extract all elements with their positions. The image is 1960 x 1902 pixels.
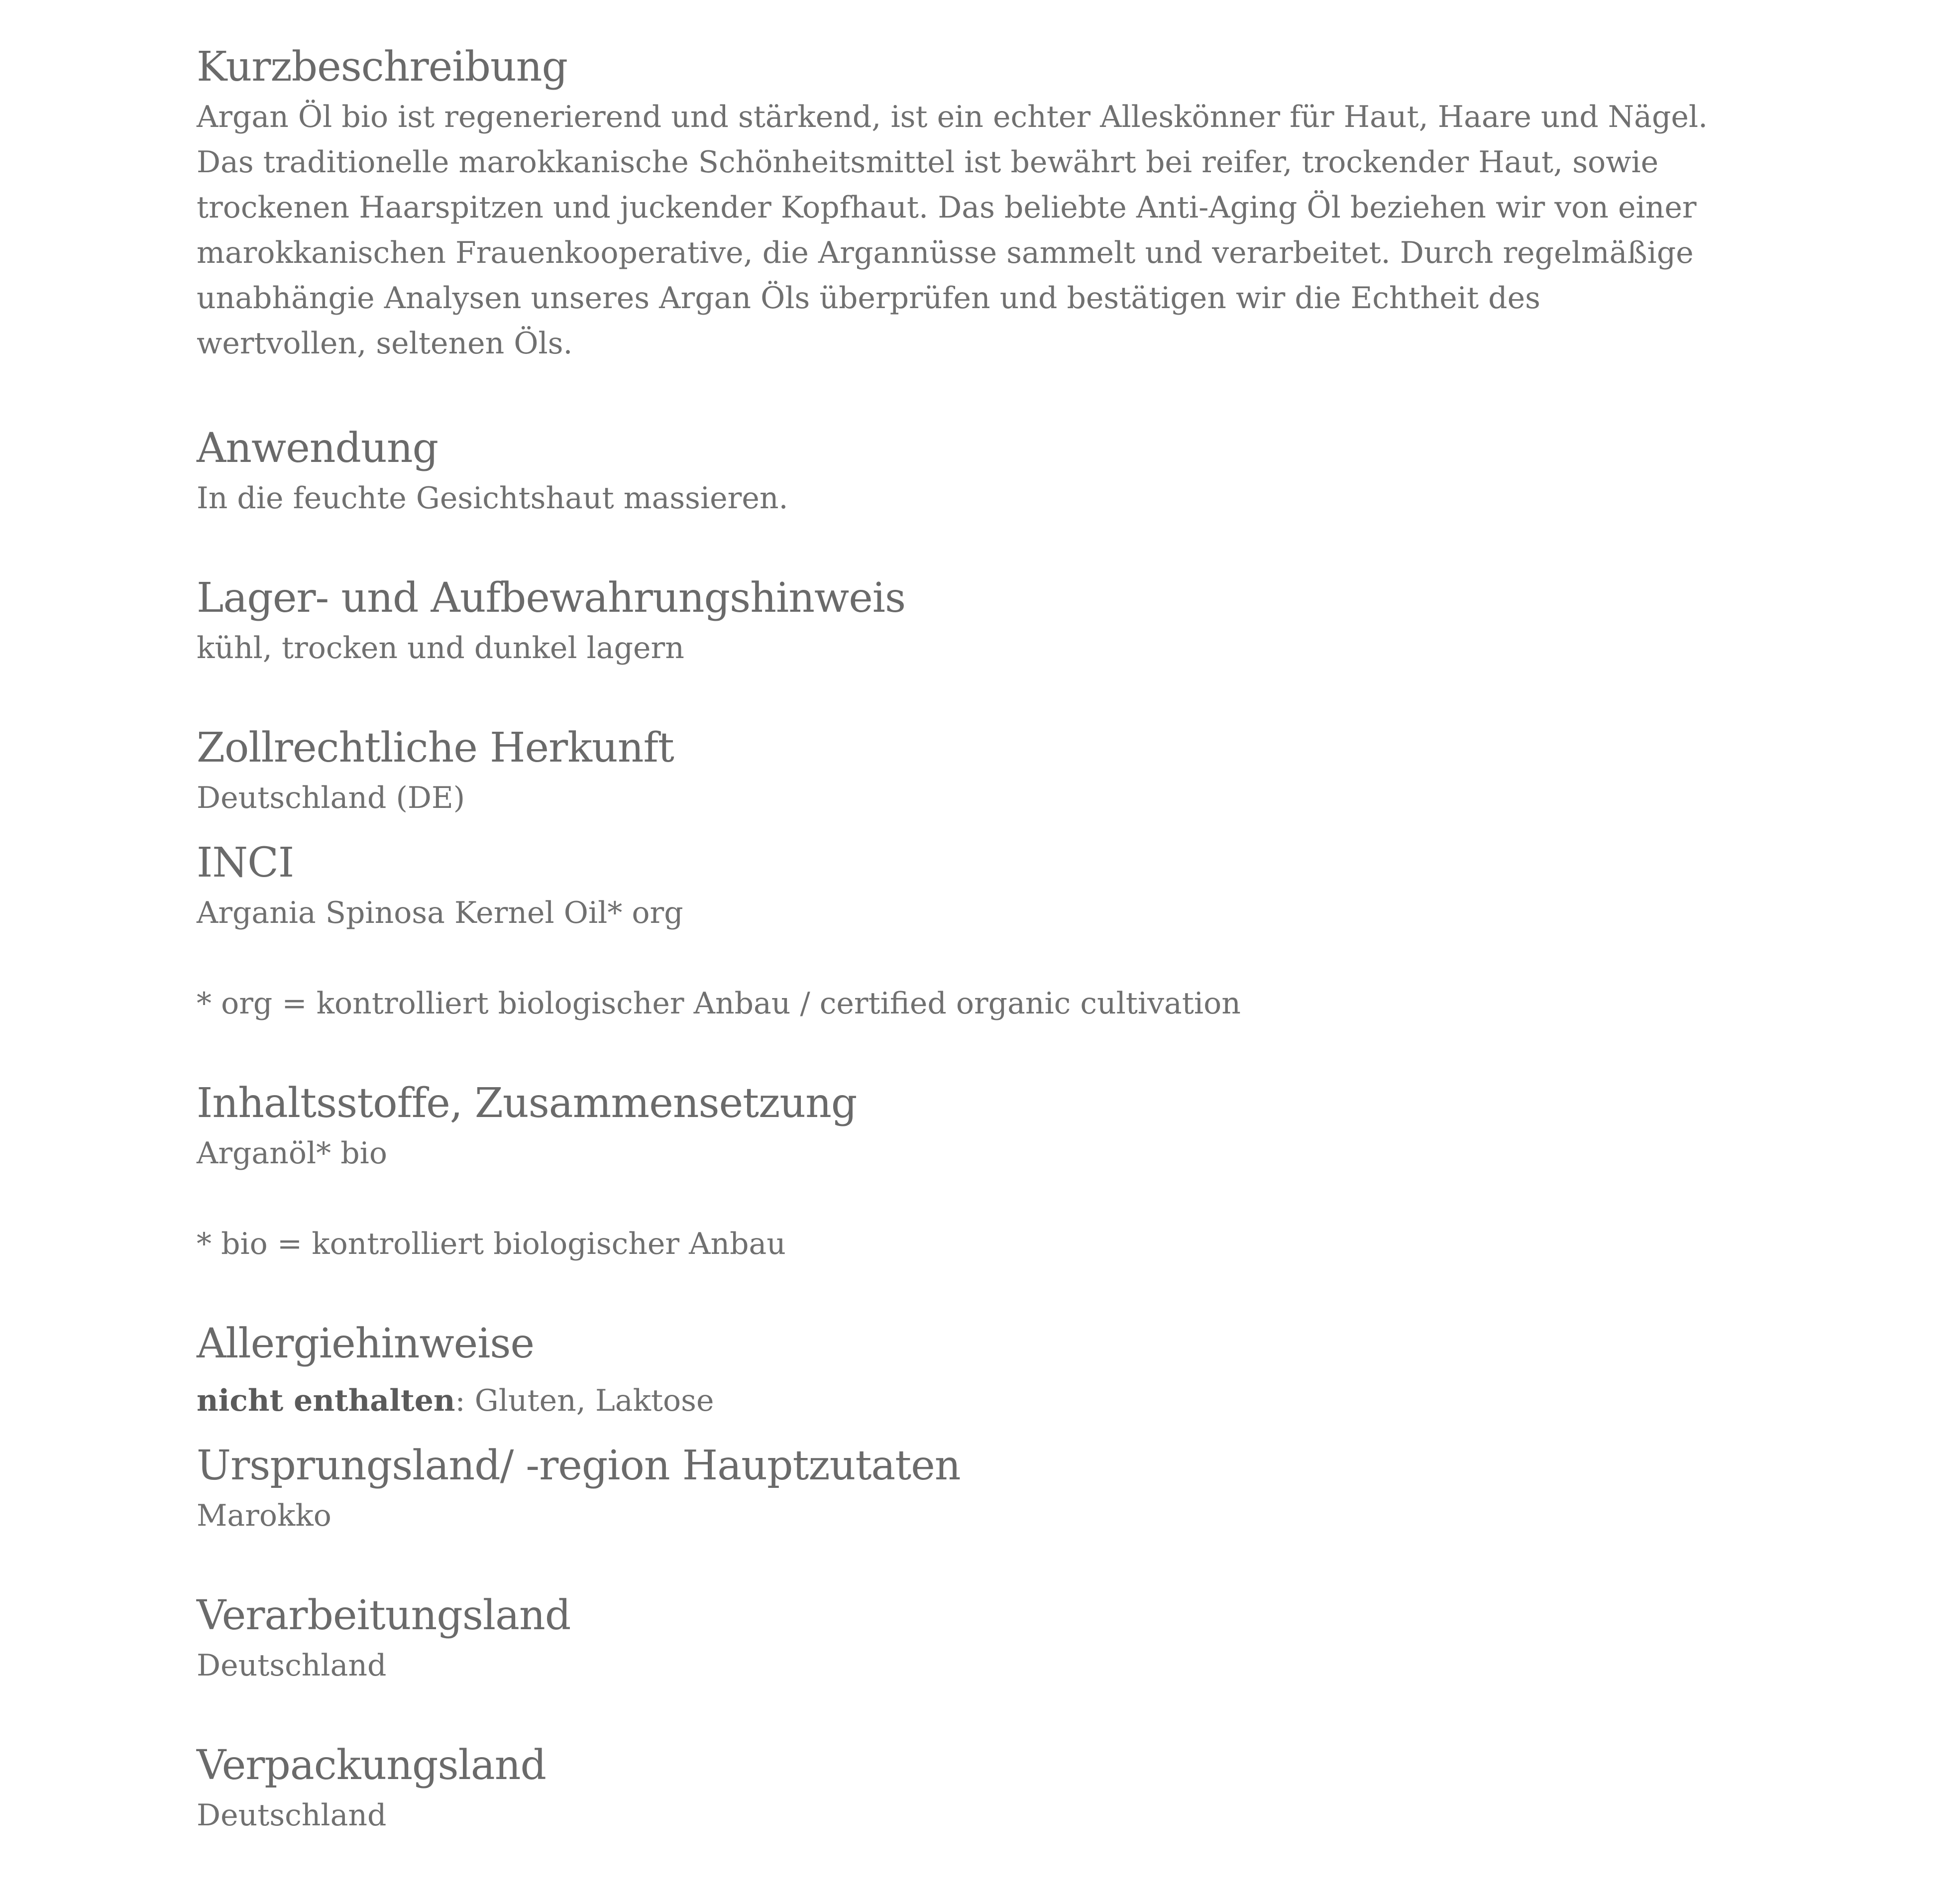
section-allergiehinweise	[197, 1317, 1720, 1424]
section-title: Ursprungsland/ -region Hauptzutaten	[197, 1442, 961, 1489]
section-zollrechtliche-herkunft	[197, 721, 1720, 821]
allergy-label: nicht enthalten	[197, 1383, 455, 1418]
allergy-value: : Gluten, Laktose	[455, 1383, 714, 1418]
section-title: INCI	[197, 839, 294, 887]
section-text: Marokko	[197, 1498, 331, 1533]
section-title: Allergiehinweise	[197, 1320, 535, 1367]
section-text: Deutschland	[197, 1798, 387, 1833]
section-ursprungsland	[197, 1439, 1720, 1539]
section-text: Argania Spinosa Kernel Oil* org	[197, 895, 683, 930]
section-title: Kurzbeschreibung	[197, 43, 568, 91]
section-text: In die feuchte Gesichtshaut massieren.	[197, 481, 788, 516]
section-text: Deutschland	[197, 1648, 387, 1683]
section-text: kühl, trocken und dunkel lagern	[197, 631, 684, 666]
section-kurzbeschreibung	[197, 40, 1720, 366]
allergy-line	[197, 1378, 1720, 1424]
section-title: Verarbeitungsland	[197, 1592, 571, 1639]
section-title: Inhaltsstoffe, Zusammensetzung	[197, 1080, 857, 1127]
section-title: Anwendung	[197, 425, 438, 472]
section-verarbeitungsland	[197, 1588, 1720, 1688]
section-text: Deutschland (DE)	[197, 781, 465, 815]
section-lagerhinweis	[197, 571, 1720, 671]
section-text: Arganöl* bio	[197, 1136, 387, 1171]
section-title: Zollrechtliche Herkunft	[197, 724, 674, 772]
section-inci	[197, 836, 1720, 1026]
section-inhaltsstoffe	[197, 1076, 1720, 1267]
product-details	[197, 40, 1720, 1838]
section-title: Lager- und Aufbewahrungshinweis	[197, 574, 906, 622]
section-footnote: * org = kontrolliert biologischer Anbau / certified organic cultivation	[197, 986, 1241, 1021]
section-title: Verpackungsland	[197, 1742, 546, 1789]
section-footnote: * bio = kontrolliert biologischer Anbau	[197, 1227, 786, 1261]
section-anwendung	[197, 421, 1720, 521]
section-text: Argan Öl bio ist regenerierend und stärkend, ist ein echter Alleskönner für Haut, Haare und Nägel. Das traditionelle marokkanische Schönheitsmittel ist bewährt bei reifer, trockender Haut, sowie trockenen Haarspitzen und juckender Kopfhaut. Das beliebte Anti-Aging Öl beziehen wir von einer marokkanischen Frauenkooperative, die Argannüsse sammelt und verarbeitet. Durch regelmäßige unabhängie Analysen unseres Argan Öls überprüfen und bestätigen wir die Echtheit des wertvollen, seltenen Öls.	[197, 100, 1708, 361]
section-verpackungsland	[197, 1738, 1720, 1838]
